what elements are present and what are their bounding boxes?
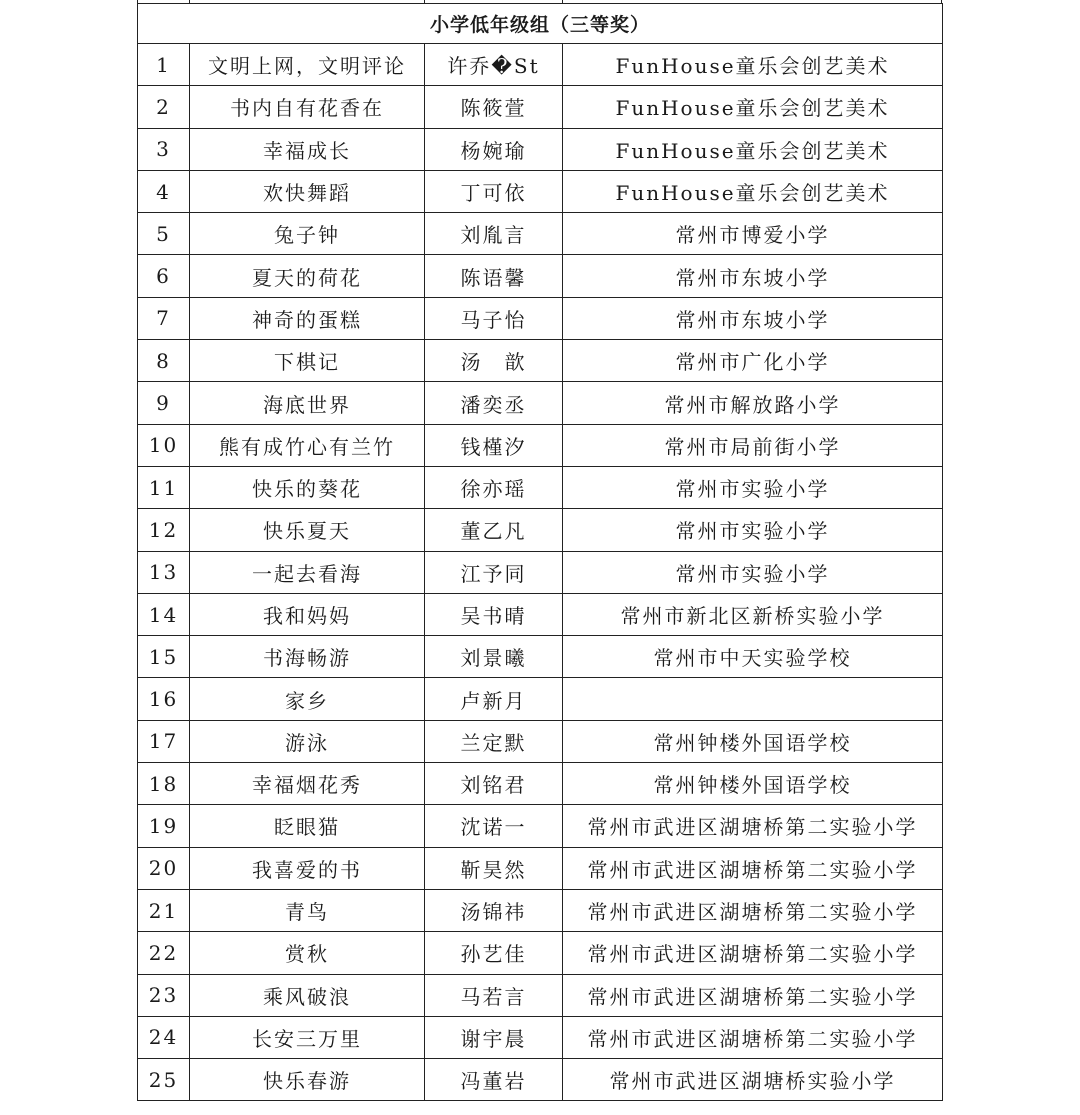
table-row	[138, 932, 943, 974]
school-name: 常州市武进区湖塘桥实验小学	[563, 1059, 943, 1101]
student-name: 许乔�St	[425, 44, 563, 86]
student-name: 谢宇晨	[425, 1016, 563, 1058]
school-name: FunHouse童乐会创艺美术	[563, 86, 943, 128]
student-name: 卢新月	[425, 678, 563, 720]
table-row	[138, 128, 943, 170]
table-title-row	[138, 4, 943, 44]
table-row	[138, 847, 943, 889]
table-row	[138, 551, 943, 593]
student-name: 吴书晴	[425, 593, 563, 635]
student-name: 靳昊然	[425, 847, 563, 889]
work-title: 一起去看海	[190, 551, 425, 593]
student-name: 沈诺一	[425, 805, 563, 847]
table-row	[138, 340, 943, 382]
row-number: 18	[138, 763, 190, 805]
student-name: 杨婉瑜	[425, 128, 563, 170]
work-title: 夏天的荷花	[190, 255, 425, 297]
school-name: 常州市新北区新桥实验小学	[563, 593, 943, 635]
award-table	[137, 3, 943, 1101]
work-title: 眨眼猫	[190, 805, 425, 847]
work-title: 幸福成长	[190, 128, 425, 170]
work-title: 书海畅游	[190, 636, 425, 678]
school-name: 常州钟楼外国语学校	[563, 720, 943, 762]
table-row	[138, 763, 943, 805]
row-number: 25	[138, 1059, 190, 1101]
work-title: 欢快舞蹈	[190, 170, 425, 212]
table-row	[138, 593, 943, 635]
row-number: 24	[138, 1016, 190, 1058]
work-title: 我和妈妈	[190, 593, 425, 635]
school-name: 常州市武进区湖塘桥第二实验小学	[563, 974, 943, 1016]
student-name: 江予同	[425, 551, 563, 593]
school-name: 常州市武进区湖塘桥第二实验小学	[563, 889, 943, 931]
table-row	[138, 213, 943, 255]
student-name: 汤 歆	[425, 340, 563, 382]
work-title: 幸福烟花秀	[190, 763, 425, 805]
school-name: 常州市实验小学	[563, 466, 943, 508]
row-number: 20	[138, 847, 190, 889]
school-name: 常州市广化小学	[563, 340, 943, 382]
student-name: 陈筱萱	[425, 86, 563, 128]
school-name: FunHouse童乐会创艺美术	[563, 44, 943, 86]
student-name: 汤锦祎	[425, 889, 563, 931]
student-name: 孙艺佳	[425, 932, 563, 974]
work-title: 赏秋	[190, 932, 425, 974]
table-row	[138, 466, 943, 508]
row-number: 1	[138, 44, 190, 86]
school-name: FunHouse童乐会创艺美术	[563, 170, 943, 212]
row-number: 2	[138, 86, 190, 128]
row-number: 15	[138, 636, 190, 678]
student-name: 马子怡	[425, 297, 563, 339]
work-title: 家乡	[190, 678, 425, 720]
row-number: 19	[138, 805, 190, 847]
table-row	[138, 382, 943, 424]
table-row	[138, 974, 943, 1016]
row-number: 11	[138, 466, 190, 508]
row-number: 17	[138, 720, 190, 762]
row-number: 6	[138, 255, 190, 297]
student-name: 钱槿汐	[425, 424, 563, 466]
row-number: 16	[138, 678, 190, 720]
student-name: 刘景曦	[425, 636, 563, 678]
row-number: 21	[138, 889, 190, 931]
school-name: 常州钟楼外国语学校	[563, 763, 943, 805]
school-name: 常州市武进区湖塘桥第二实验小学	[563, 932, 943, 974]
table-row	[138, 509, 943, 551]
work-title: 我喜爱的书	[190, 847, 425, 889]
table-title: 小学低年级组（三等奖）	[138, 4, 943, 44]
student-name: 陈语馨	[425, 255, 563, 297]
work-title: 海底世界	[190, 382, 425, 424]
school-name: 常州市东坡小学	[563, 297, 943, 339]
table-row	[138, 1059, 943, 1101]
row-number: 12	[138, 509, 190, 551]
table-row	[138, 636, 943, 678]
work-title: 兔子钟	[190, 213, 425, 255]
row-number: 14	[138, 593, 190, 635]
school-name: 常州市武进区湖塘桥第二实验小学	[563, 805, 943, 847]
table-row	[138, 1016, 943, 1058]
row-number: 5	[138, 213, 190, 255]
table-row	[138, 170, 943, 212]
school-name: FunHouse童乐会创艺美术	[563, 128, 943, 170]
student-name: 兰定默	[425, 720, 563, 762]
school-name: 常州市武进区湖塘桥第二实验小学	[563, 1016, 943, 1058]
row-number: 9	[138, 382, 190, 424]
work-title: 快乐夏天	[190, 509, 425, 551]
school-name: 常州市博爱小学	[563, 213, 943, 255]
student-name: 潘奕丞	[425, 382, 563, 424]
work-title: 快乐春游	[190, 1059, 425, 1101]
work-title: 书内自有花香在	[190, 86, 425, 128]
school-name: 常州市东坡小学	[563, 255, 943, 297]
school-name: 常州市实验小学	[563, 551, 943, 593]
student-name: 徐亦瑶	[425, 466, 563, 508]
school-name: 常州市解放路小学	[563, 382, 943, 424]
row-number: 10	[138, 424, 190, 466]
student-name: 冯董岩	[425, 1059, 563, 1101]
school-name: 常州市武进区湖塘桥第二实验小学	[563, 847, 943, 889]
table-row	[138, 720, 943, 762]
work-title: 神奇的蛋糕	[190, 297, 425, 339]
school-name	[563, 678, 943, 720]
student-name: 刘铭君	[425, 763, 563, 805]
work-title: 熊有成竹心有兰竹	[190, 424, 425, 466]
row-number: 22	[138, 932, 190, 974]
row-number: 23	[138, 974, 190, 1016]
student-name: 刘胤言	[425, 213, 563, 255]
row-number: 7	[138, 297, 190, 339]
school-name: 常州市实验小学	[563, 509, 943, 551]
work-title: 青鸟	[190, 889, 425, 931]
work-title: 文明上网，文明评论	[190, 44, 425, 86]
table-row	[138, 297, 943, 339]
school-name: 常州市中天实验学校	[563, 636, 943, 678]
row-number: 8	[138, 340, 190, 382]
work-title: 乘风破浪	[190, 974, 425, 1016]
row-number: 13	[138, 551, 190, 593]
work-title: 长安三万里	[190, 1016, 425, 1058]
work-title: 游泳	[190, 720, 425, 762]
table-row	[138, 86, 943, 128]
row-number: 3	[138, 128, 190, 170]
table-row	[138, 44, 943, 86]
student-name: 马若言	[425, 974, 563, 1016]
work-title: 快乐的葵花	[190, 466, 425, 508]
table-row	[138, 255, 943, 297]
student-name: 董乙凡	[425, 509, 563, 551]
table-row	[138, 678, 943, 720]
school-name: 常州市局前街小学	[563, 424, 943, 466]
table-row	[138, 424, 943, 466]
table-row	[138, 889, 943, 931]
student-name: 丁可依	[425, 170, 563, 212]
row-number: 4	[138, 170, 190, 212]
table-row	[138, 805, 943, 847]
work-title: 下棋记	[190, 340, 425, 382]
